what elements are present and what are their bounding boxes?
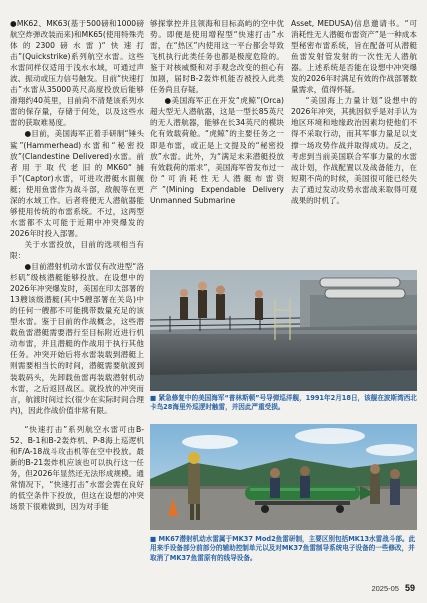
text-column-1 xyxy=(10,18,144,416)
text-column-2 xyxy=(150,18,284,206)
mk67-mine-photo xyxy=(150,424,417,530)
paragraph: ●目前，美国海军正着手研制“锤头鲨”(Hammerhead)水雷和“秘密投放”(Clandestine Delivered)水雷。前者用于取代老旧的MK60“捕手”(Captor)水雷，可进攻潜艇水面舰艇；使用鱼雷作为战斗部，敌舰等在更深的水域工作。后者将便无人潜航器能够使用传统的布雷系统。不过，这两型水雷都不太可能于近期中冲突爆发的2026年时投入部署。 xyxy=(10,129,144,238)
photo-caption xyxy=(150,394,417,413)
paragraph: 够探掌控并且领海和目标高屿的空中优势。即便是使用增程型“快速打击”水雷，在“热区”内使用这一平台都会导致飞机执行此类任务也都是极度危险的。鉴于对核威慑和对手观念改变的担心有加剧，届时B-2轰炸机能否被投入此类任务尚且存疑。 xyxy=(150,19,284,95)
issue-date: 2025-05 xyxy=(371,584,399,593)
paragraph: “美国海上力量计划”设想中的2026年冲突，其挑因似乎是对手认为地区环境和地缘政治因素均使他们不得不采取行动，而其军事力量足以支撑一场攻势作战并取得成功。反之，考虑到当前美国联合军事力量的水雷战计划，作战配置以及战备能力，在短期不尚的时候，美国很可能已经失去了通过发动攻势水雷战来取得可观战果的时机了。 xyxy=(291,96,417,205)
paragraph: ●目前潜射机动水雷仅有改进型“洛杉矶”级核潜艇能够投放。在设想中的2026年冲突爆发时，美国在印太部署的13艘该级潜艇(其中5艘部署在关岛)中的任何一艘都不可能携带数量充足的该型水雷。鉴于目前的作战概念，这些潜载鱼雷潜艇需要潜行至目标附近进行机动布雷，并且潜艇的作战用于执行其他任务。冲突开始后将水雷装载到潜艇上则需要相当长的时间，潜艇需要航渡到装载码头，先卸载鱼雷再装载潜射机动水雷，之后返回战区。就投放的冲突而言，航渡时间过长(很少在实际时间合理内)，因此作战价值非常有限。 xyxy=(10,262,144,415)
ship-repair-photo xyxy=(150,270,417,391)
text-column-1-bottom xyxy=(10,424,144,512)
caption-text: ■ MK67潜射机动水雷属于MK37 Mod2鱼雷研制，主要区别包括MK13水雷战斗部。此用来手设备部分前部分的辅助控制单元以及对MK37鱼雷制导系统电子设备的一些修改，并取消了MK37鱼雷原有的线导设备。 xyxy=(150,535,416,562)
caption-text: ■ 紧急修复中的美国海军“普林斯顿”号导弹巡洋舰，1991年2月18日，该舰在波斯湾西北卡鸟28海里外巡逻时触雷，并因此严重受损。 xyxy=(150,394,417,412)
paragraph: “快速打击”系列航空水雷可由B-52、B-1和B-2轰炸机、P-8海上巡逻机和F/A-18战斗攻击机等在空中投放。最新的B-21轰炸机应该也可以执行这一任务，但2026年显然还无法形成规模。通常情况下，“快速打击”水雷会需在良好的低空条件下投放，但这在设想的冲突场景下很难做到，因为对手能 xyxy=(10,425,144,512)
paragraph: ●MK62、MK63(基于500磅和1000磅航空炸弹改装而来)和MK65(使用特殊壳体的2300磅水雷)“快速打击”(Quickstrike)系列航空水雷。这些水雷同样仅适用于浅水水域，可通过声波、振动或压力信号触发。目前“快速打击”水雷从35000英尺高度投放后能够滑翔约40英里，目前尚不清楚该系列水雷的保存量，存储于何处，以及这些水雷的获取难易度。 xyxy=(10,19,144,128)
photo-caption xyxy=(150,535,417,563)
page-footer xyxy=(371,583,415,593)
page-number: 59 xyxy=(404,583,415,593)
paragraph: Asset, MEDUSA)信息邀请书。“可消耗性无人潜艇布雷资产”是一种成本型秘密布雷系统，旨在配备可从潜艇鱼雷发射管发射的一次性无人潜航器。上述系统是否能在设想中冲突爆发的2026年时满足有效的作战部署数量需求，值得怀疑。 xyxy=(291,19,417,95)
paragraph: ●美国海军正在开发“虎鲸”(Orca)超大型无人潜航器，这是一型长85英尺的无人潜航器，能够在长34英尺的模块化有效载荷舱。“虎鲸”的主要任务之一即是布雷，或正是上文提及的“秘密投放”水雷。此外，为“满足未来潜艇投放有效载荷的需求”，美国海军曾发布过一份“可消耗性无人潜艇布雷资产”(Mining Expendable Delivery Unmanned Submarine xyxy=(150,96,284,205)
text-column-3 xyxy=(291,18,417,206)
paragraph: 关于水雷投放，目前的选项相当有限： xyxy=(10,239,144,260)
